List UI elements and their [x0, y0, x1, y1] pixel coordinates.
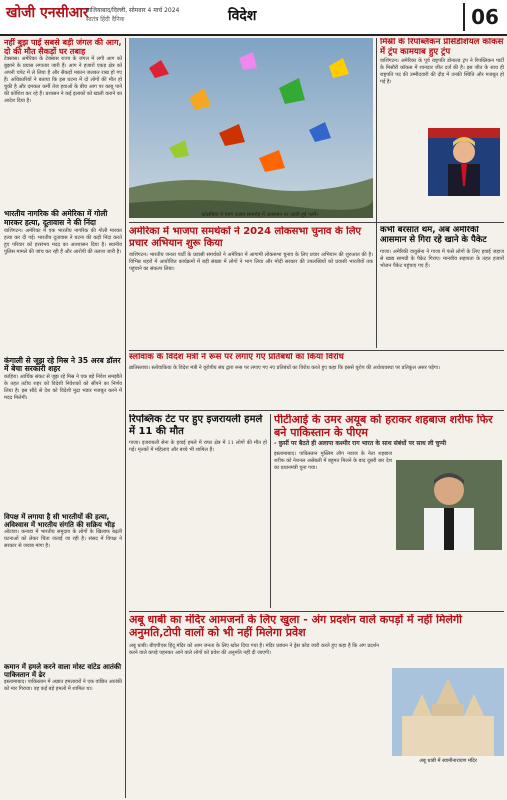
left-headline-4: विपक्ष में लगाया है सी भारतीयों की हत्या, अविश्वास में भारतीय संगति की सक्रिय भीड़ — [4, 512, 115, 529]
israel-body: गाजा। इजरायली सेना के हवाई हमले में राफा क्षेत्र में 11 लोगों की मौत हो गई। मृतकों में महिलाएं और बच्चे भी शामिल हैं। — [129, 440, 267, 453]
left-headline-1: नहीं बुझ पाई सबसे बड़ी जंगल की आग, दो की मौत सैकड़ों घर तबाह — [4, 38, 122, 57]
column-divider — [376, 38, 377, 248]
airdrop-body: गाजा। अमेरिकी वायुसेना ने गाजा में फंसे लोगों के लिए हवाई जहाज से खाद्य सामग्री के पैकेट गिराए। मानवीय सहायता के तहत हजारों भोजन पैकेट पहुंचाए गए हैं। — [380, 248, 504, 269]
brand-logo: खोजी एनसीआर — [6, 5, 89, 21]
kite-festival-photo — [129, 38, 373, 218]
column-divider — [125, 38, 126, 798]
left-headline-2: भारतीय नागरिक की अमेरिका में गोली मारकर हत्या, दूतावास ने की निंदा — [4, 209, 108, 227]
bjp-body: वाशिंगटन। भारतीय जनता पार्टी के प्रवासी समर्थकों ने अमेरिका में आगामी लोकसभा चुनाव के लिए प्रचार अभियान की शुरुआत की है। विभिन्न शहरों में आयोजित कार्यक्रमों में बड़ी संख्या में लोगों ने भाग लिया और मोदी सरकार की उपलब्धियों को प्रवासी भारतीयों तक पहुंचाने का संकल्प लिया। — [129, 252, 373, 272]
israel-headline: रिपब्लिक टेट पर हुए इजरायली हमले में 11 की मौत — [129, 414, 263, 437]
left-body-1: टेक्सास। अमेरिका के टेक्सास राज्य के जंगल में लगी आग को बुझाने के प्रयास लगातार जारी हैं। आग ने हजारों एकड़ क्षेत्र को अपनी चपेट में ले लिया है और सैकड़ों मकान जलकर राख हो गए हैं। अधिकारियों ने बताया कि इस घटना में दो लोगों की मौत हो चुकी है और दमकल कर्मी तेज हवाओं के बीच आग पर काबू पाने की कोशिश कर रहे हैं। प्रशासन ने कई इलाकों को खाली कराने का आदेश दिया है। — [4, 56, 122, 105]
section-divider — [129, 611, 504, 612]
slovak-body: ब्रातिस्लावा। स्लोवाकिया के विदेश मंत्री ने यूरोपीय संघ द्वारा रूस पर लगाए गए नए प्रतिबंधों का विरोध करते हुए कहा कि इससे यूरोप की अर्थव्यवस्था पर प्रतिकूल असर पड़ेगा। — [129, 364, 440, 371]
pakistan-headline: पीटीआई के उमर अयूब को हराकर शहबाज शरीफ फिर बने पाकिस्तान के पीएम — [274, 414, 493, 439]
tagline: स्वतंत्र हिंदी दैनिक — [86, 16, 125, 23]
left-headline-5: कमान में हमले करने वाला मोस्ट वांटेड आतंकी पाकिस्तान में ढेर — [4, 662, 122, 680]
dateline: गाजियाबाद/दिल्ली, सोमवार 4 मार्च 2024 — [86, 7, 180, 14]
page-number: 06 — [463, 3, 505, 31]
photo-caption: कोलंबिया में पतंग उत्सव समारोह में आसमान पर उड़ती हुई पतंगें। — [201, 212, 319, 218]
abu-dhabi-headline: अबू धाबी का मंदिर आमजनों के लिए खुला - अंग प्रदर्शन वाले कपड़ों में नहीं मिलेगी अनुमति,टोपी वालों को भी नहीं मिलेगा प्रवेश — [129, 614, 463, 639]
trump-headline: मिस्री के रिपब्लिकन प्रेसिडेंशियल कॉकस में ट्रंप कामयाब हुए ट्रंप — [380, 38, 504, 57]
left-body-3: काहिरा। आर्थिक संकट से जूझ रहे मिस्र ने एक बड़े निवेश समझौते के तहत तटीय शहर को विदेशी निवेशकों को सौंपने का निर्णय लिया है। इस सौदे से देश को विदेशी मुद्रा भंडार मजबूत करने में मदद मिलेगी। — [4, 373, 122, 401]
slovak-story — [129, 353, 504, 407]
left-headline-3: कंगाली से जूझ रहे मिस्र ने 35 अरब डॉलर में बेचा सरकारी शहर — [4, 355, 121, 374]
column-divider — [376, 226, 377, 348]
israel-story — [129, 414, 267, 608]
slovak-headline: स्लोवाक के विदेश मंत्री ने रूस पर लगाए गए प्रतिबंधों का किया विरोध — [129, 353, 344, 362]
left-column — [4, 38, 122, 796]
bjp-headline: अमेरिका में भाजपा समर्थकों ने 2024 लोकसभा चुनाव के लिए प्रचार अभियान शुरू किया — [129, 226, 362, 249]
trump-body: वाशिंगटन। अमेरिका के पूर्व राष्ट्रपति डोनाल्ड ट्रंप ने रिपब्लिकन पार्टी के मिसौरी कॉकस में शानदार जीत दर्ज की है। इस जीत के साथ ही राष्ट्रपति पद की उम्मीदवारी की दौड़ में उनकी स्थिति और मजबूत हो गई है। — [380, 57, 504, 85]
airdrop-story — [380, 226, 504, 348]
left-body-5: इस्लामाबाद। पाकिस्तान में अज्ञात हमलावरों ने एक वांछित आतंकी को मार गिराया। वह कई बड़े हमलों में शामिल था। — [4, 679, 122, 693]
left-body-2: वाशिंगटन। अमेरिका में एक भारतीय नागरिक की गोली मारकर हत्या कर दी गई। भारतीय दूतावास ने घटना की कड़ी निंदा करते हुए परिवार को हरसंभव मदद का आश्वासन दिया है। स्थानीय पुलिस मामले की जांच कर रही है और आरोपी की तलाश जारी है। — [4, 227, 122, 255]
pakistan-body: इस्लामाबाद। पाकिस्तान मुस्लिम लीग नवाज के नेता शहबाज शरीफ को नेशनल असेंबली में बहुमत मिलने के बाद दूसरी बार देश का प्रधानमंत्री चुना गया। — [274, 451, 392, 472]
section-title: विदेश — [228, 8, 257, 24]
column-divider — [270, 414, 271, 608]
section-divider — [129, 222, 504, 223]
trump-photo — [428, 128, 500, 196]
bjp-story — [129, 226, 373, 348]
pakistan-subhead: - कुर्सी पर बैठते ही अलापा कश्मीर राग भारत के साथ संबंधों पर साध ली चुप्पी — [274, 440, 447, 448]
left-body-4: ओटावा। कनाडा में भारतीय समुदाय के लोगों के खिलाफ बढ़ती घटनाओं को लेकर चिंता जताई जा रही है। संसद में विपक्ष ने सरकार से जवाब मांगा है। — [4, 528, 122, 549]
temple-photo — [392, 668, 504, 756]
section-divider — [129, 410, 504, 411]
abu-dhabi-body: अबू धाबी। बीएपीएस हिंदू मंदिर को आम जनता के लिए खोल दिया गया है। मंदिर प्रबंधन ने ड्रेस कोड जारी करते हुए कहा है कि अंग प्रदर्शन करने वाले कपड़े पहनकर आने वाले लोगों को प्रवेश की अनुमति नहीं दी जाएगी। — [129, 643, 379, 657]
shehbaz-photo — [396, 460, 502, 550]
temple-caption: अबू धाबी में स्वामीनारायण मंदिर — [419, 758, 477, 764]
section-divider — [129, 350, 504, 351]
airdrop-headline: कभी बरसात थम, अब अमेरिकी आसमान से गिरा रहे खाने के पैकेट — [380, 226, 487, 245]
masthead — [0, 0, 507, 36]
